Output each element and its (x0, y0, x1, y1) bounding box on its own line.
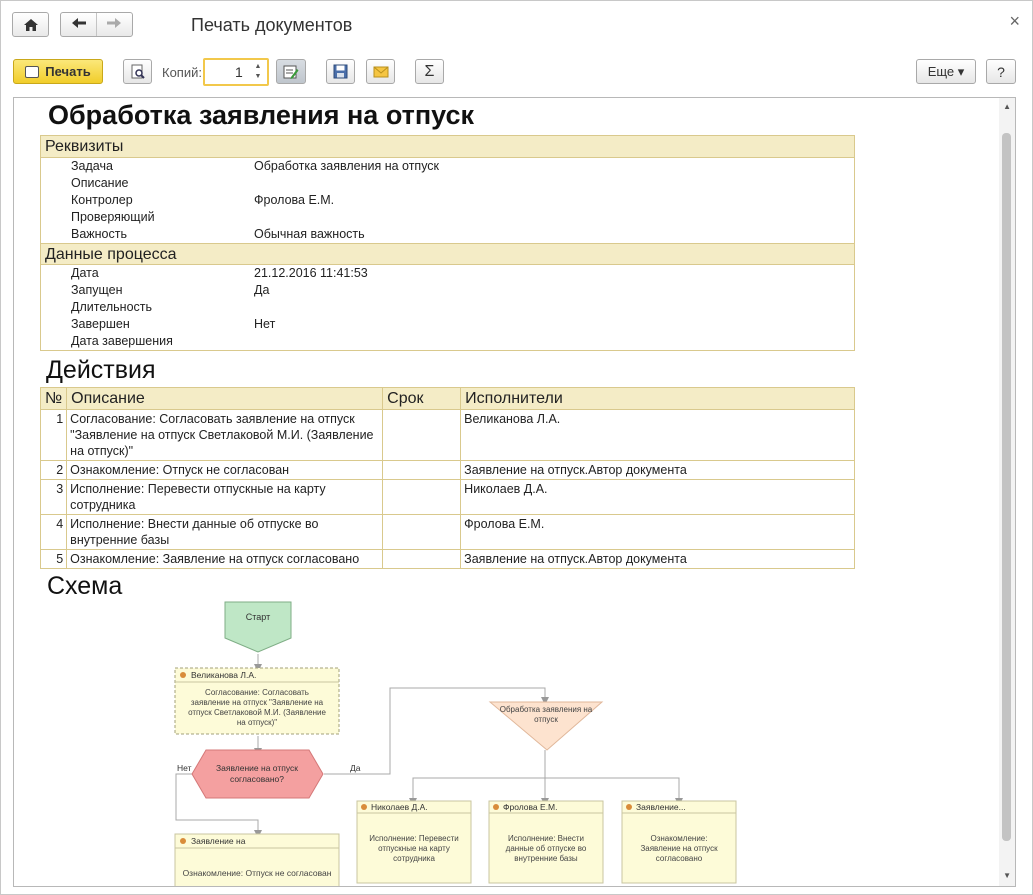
requisite-row (41, 226, 854, 243)
row-performer: Великанова Л.А. (461, 410, 855, 461)
process-value: Да (254, 283, 270, 297)
schema-diagram (14, 598, 1004, 887)
envelope-icon (373, 66, 389, 78)
printer-icon (25, 66, 39, 78)
sum-button[interactable]: Σ (415, 59, 444, 84)
task2-text-2: данные об отпуске во (505, 844, 587, 853)
home-icon (23, 18, 39, 32)
condition-text-2: согласовано? (229, 774, 285, 784)
back-arrow-icon[interactable] (61, 16, 96, 34)
requisite-row (41, 209, 854, 226)
requisite-value: Обычная важность (254, 227, 365, 241)
start-node[interactable] (225, 602, 291, 652)
table-row (41, 515, 855, 550)
split-node[interactable] (490, 702, 602, 750)
home-button[interactable] (12, 12, 49, 37)
process-header: Данные процесса (41, 243, 854, 265)
help-button[interactable]: ? (986, 59, 1016, 84)
task3-user: Заявление... (636, 802, 686, 812)
requisites-header: Реквизиты (41, 136, 854, 158)
approval-text-4: на отпуск)" (236, 718, 278, 727)
task3-text-1: Ознакомление: (650, 834, 708, 843)
scroll-up-icon[interactable]: ▲ (1003, 102, 1011, 111)
table-row (41, 550, 855, 569)
table-row (41, 461, 855, 480)
row-term (383, 410, 461, 461)
forward-arrow-icon[interactable] (97, 16, 132, 34)
copies-input[interactable] (203, 58, 269, 86)
more-menu-button[interactable]: Еще ▾ (916, 59, 976, 84)
reject-node[interactable] (175, 834, 339, 887)
approval-text-3: отпуск Светлаковой М.И. (Заявление (188, 708, 326, 717)
col-description: Описание (67, 388, 383, 410)
user-icon (626, 804, 632, 810)
requisite-value: Фролова Е.М. (254, 193, 335, 207)
row-term (383, 480, 461, 515)
task2-text-1: Исполнение: Внести (507, 834, 585, 843)
process-schema (14, 598, 1004, 887)
row-performer: Николаев Д.А. (461, 480, 855, 515)
requisites-section (40, 135, 855, 351)
document-area[interactable] (13, 97, 1016, 887)
preview-icon (130, 64, 146, 80)
task3-text-2: Заявление на отпуск (640, 844, 718, 853)
scroll-down-icon[interactable]: ▼ (1003, 871, 1011, 880)
process-row (41, 282, 854, 299)
task2-user: Фролова Е.М. (503, 802, 558, 812)
requisite-key: Контролер (71, 193, 133, 207)
close-icon[interactable]: × (1009, 11, 1020, 31)
copies-label: Копий: (162, 65, 202, 80)
requisite-key: Проверяющий (71, 210, 155, 224)
row-number: 2 (41, 461, 67, 480)
schema-heading: Схема (47, 572, 123, 600)
row-description: Исполнение: Внести данные об отпуске во внутренние базы (67, 515, 383, 550)
row-performer: Заявление на отпуск.Автор документа (461, 461, 855, 480)
send-email-button[interactable] (366, 59, 395, 84)
user-icon (180, 672, 186, 678)
back-forward-group (60, 12, 133, 37)
split-text-1: Обработка заявления на (499, 705, 593, 714)
task3-text-3: согласовано (655, 854, 703, 863)
col-term: Срок (383, 388, 461, 410)
actions-table (40, 387, 855, 569)
row-number: 1 (41, 410, 67, 461)
copies-value: 1 (235, 64, 243, 80)
process-key: Длительность (71, 300, 153, 314)
task-node-2[interactable] (489, 801, 603, 883)
process-row (41, 265, 854, 282)
row-description: Ознакомление: Отпуск не согласован (67, 461, 383, 480)
row-performer: Фролова Е.М. (461, 515, 855, 550)
process-value: 21.12.2016 11:41:53 (254, 266, 368, 280)
requisite-key: Важность (71, 227, 127, 241)
edit-icon (283, 64, 299, 80)
process-row (41, 316, 854, 333)
task1-user: Николаев Д.А. (371, 802, 428, 812)
preview-button[interactable] (123, 59, 152, 84)
actions-header-row (41, 388, 855, 410)
reject-user: Заявление на (191, 836, 246, 846)
task-node-1[interactable] (357, 801, 471, 883)
reject-text: Ознакомление: Отпуск не согласован (182, 868, 332, 878)
copies-spinner[interactable]: ▲ ▼ (254, 63, 262, 80)
process-key: Дата завершения (71, 334, 173, 348)
row-number: 4 (41, 515, 67, 550)
row-term (383, 461, 461, 480)
approval-text-2: заявление на отпуск "Заявление на (190, 698, 324, 707)
print-button[interactable] (13, 59, 103, 84)
window-title: Печать документов (191, 15, 353, 35)
print-button-label: Печать (45, 64, 91, 79)
save-button[interactable] (326, 59, 355, 84)
row-number: 3 (41, 480, 67, 515)
process-key: Дата (71, 266, 99, 280)
requisite-row (41, 158, 854, 175)
split-text-2: отпуск (534, 715, 558, 724)
table-row (41, 410, 855, 461)
task1-text-1: Исполнение: Перевести (369, 834, 459, 843)
approval-user: Великанова Л.А. (191, 670, 257, 680)
row-performer: Заявление на отпуск.Автор документа (461, 550, 855, 569)
task-node-3[interactable] (622, 801, 736, 883)
approval-node[interactable] (175, 668, 339, 734)
row-description: Ознакомление: Заявление на отпуск согласовано (67, 550, 383, 569)
task2-text-3: внутренние базы (514, 854, 578, 863)
task1-text-2: отпускные на карту (378, 844, 450, 853)
actions-heading: Действия (46, 356, 156, 384)
condition-text-1: Заявление на отпуск (216, 763, 298, 773)
title-bar (1, 1, 1032, 51)
process-key: Запущен (71, 283, 123, 297)
process-value: Нет (254, 317, 276, 331)
document-title: Обработка заявления на отпуск (48, 100, 475, 130)
label-yes: Да (350, 763, 361, 773)
row-description: Согласование: Согласовать заявление на отпуск "Заявление на отпуск Светлаковой М.И. (Заявление на отпуск)" (67, 410, 383, 461)
user-icon (493, 804, 499, 810)
task1-text-3: сотрудника (393, 854, 435, 863)
col-performers: Исполнители (461, 388, 855, 410)
process-key: Завершен (71, 317, 130, 331)
toolbar (1, 56, 1032, 88)
col-number: № (41, 388, 67, 410)
condition-node[interactable] (192, 750, 323, 798)
user-icon (361, 804, 367, 810)
row-term (383, 515, 461, 550)
requisite-row (41, 175, 854, 192)
floppy-icon (333, 64, 348, 79)
row-description: Исполнение: Перевести отпускные на карту сотрудника (67, 480, 383, 515)
label-no: Нет (177, 763, 192, 773)
row-number: 5 (41, 550, 67, 569)
row-term (383, 550, 461, 569)
process-row (41, 333, 854, 350)
requisite-key: Описание (71, 176, 129, 190)
approval-text-1: Согласование: Согласовать (205, 688, 309, 697)
requisite-value: Обработка заявления на отпуск (254, 159, 440, 173)
table-row (41, 480, 855, 515)
requisite-row (41, 192, 854, 209)
process-row (41, 299, 854, 316)
user-icon (180, 838, 186, 844)
start-label: Старт (245, 612, 271, 622)
edit-mode-button[interactable] (276, 59, 306, 84)
requisite-key: Задача (71, 159, 113, 173)
